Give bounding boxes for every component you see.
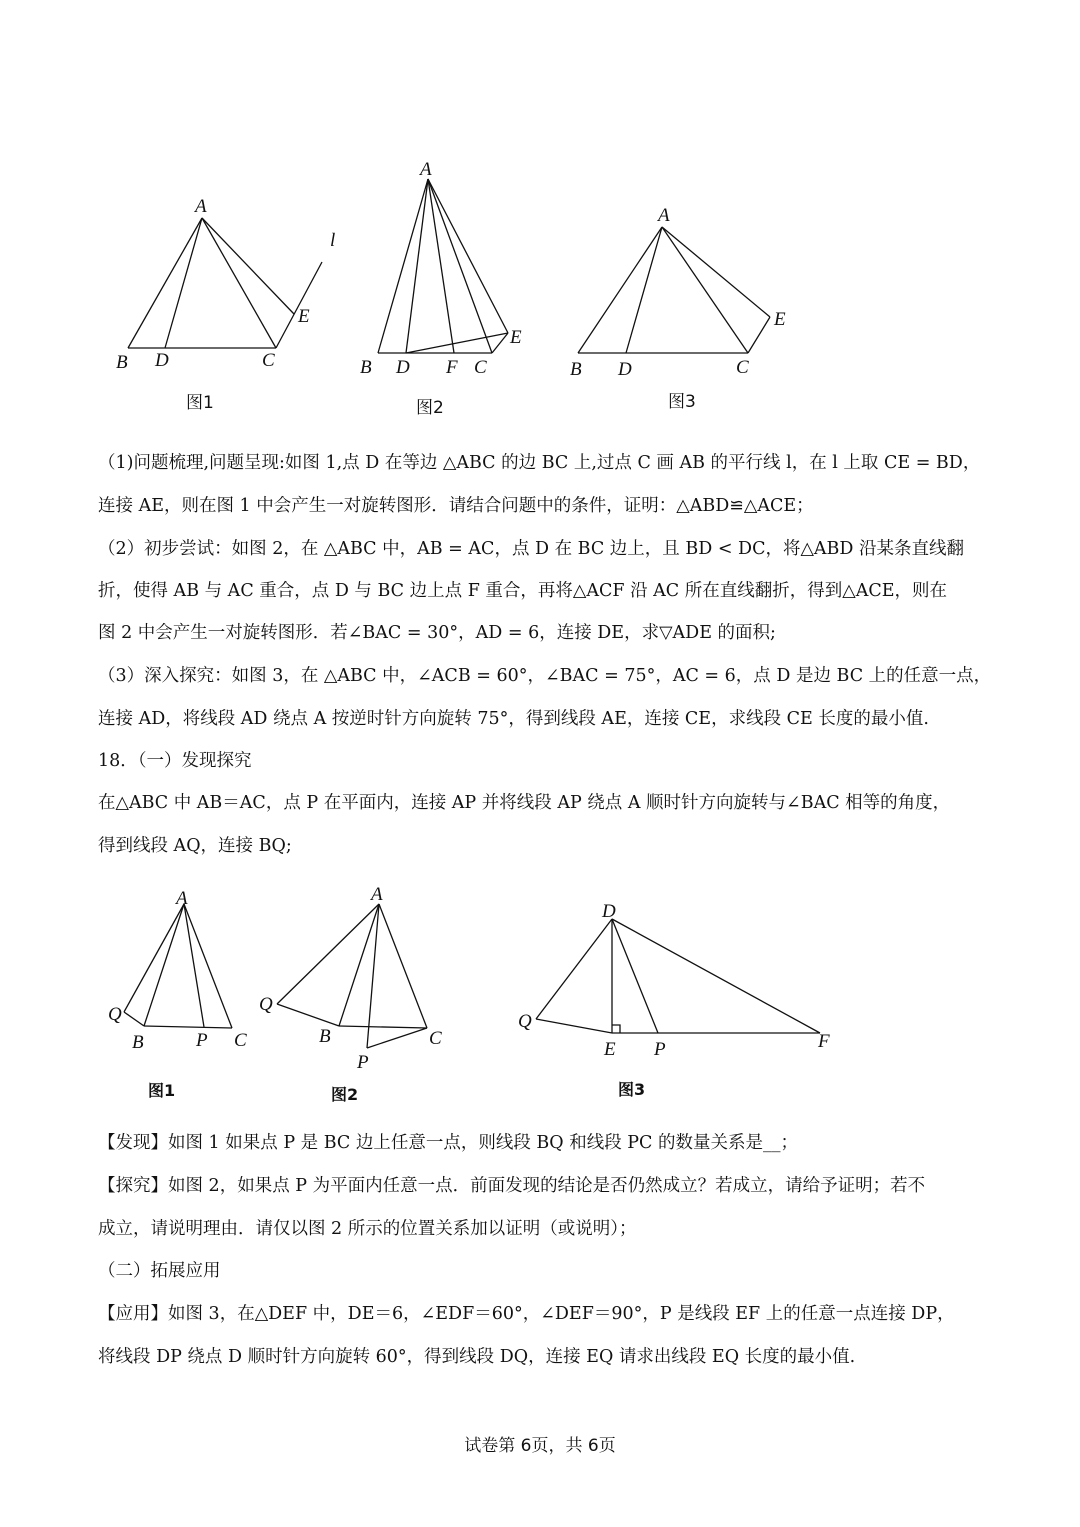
label-A: A <box>195 196 207 217</box>
q18-intro-line1: 在△ABC 中 AB＝AC，点 P 在平面内，连接 AP 并将线段 AP 绕点 A 顺时针方向旋转与∠BAC 相等的角度， <box>98 793 951 813</box>
q17-part1-line2: 连接 AE，则在图 1 中会产生一对旋转图形．请结合问题中的条件，证明：△ABD≌△ACE； <box>98 496 814 516</box>
bottom-figure-2 <box>255 880 455 1110</box>
q17-part2-line2: 折，使得 AB 与 AC 重合，点 D 与 BC 边上点 F 重合，再将△ACF 沿 AC 所在直线翻折，得到△ACE，则在 <box>98 581 948 601</box>
label-C: C <box>474 357 487 378</box>
label-E: E <box>604 1039 616 1060</box>
q18-heading: 18．（一）发现探究 <box>98 751 252 771</box>
label-E: E <box>298 306 310 327</box>
top-figure-3 <box>560 195 800 420</box>
label-F: F <box>818 1031 830 1052</box>
q17-part2-line3: 图 2 中会产生一对旋转图形．若∠BAC = 30°，AD = 6，连接 DE，求▽ADE 的面积; <box>98 623 776 643</box>
label-A: A <box>176 888 188 909</box>
q18-explore-line2: 成立，请说明理由．请仅以图 2 所示的位置关系加以证明（或说明）； <box>98 1219 637 1239</box>
label-P: P <box>196 1030 208 1051</box>
q17-part2-line1: （2）初步尝试：如图 2，在 △ABC 中，AB = AC，点 D 在 BC 边上，且 BD < DC，将△ABD 沿某条直线翻 <box>98 539 965 559</box>
label-E: E <box>774 309 786 330</box>
q17-part3-line2: 连接 AD，将线段 AD 绕点 A 按逆时针方向旋转 75°，得到线段 AE，连接 CE，求线段 CE 长度的最小值. <box>98 709 929 729</box>
q18-explore-line1: 【探究】如图 2，如果点 P 为平面内任意一点．前面发现的结论是否仍然成立？若成立，请给予证明；若不 <box>98 1176 926 1196</box>
figure-caption: 图1 <box>148 1081 176 1100</box>
figure-caption: 图3 <box>618 1080 646 1099</box>
q18-extend-heading: （二）拓展应用 <box>98 1261 221 1281</box>
label-B: B <box>360 357 372 378</box>
label-B: B <box>132 1032 144 1053</box>
label-C: C <box>736 357 749 378</box>
label-C: C <box>234 1030 247 1051</box>
label-Q: Q <box>259 994 273 1015</box>
label-B: B <box>570 359 582 380</box>
label-A: A <box>420 159 432 180</box>
q18-apply-line1: 【应用】如图 3，在△DEF 中，DE＝6，∠EDF＝60°，∠DEF＝90°，P 是线段 EF 上的任意一点连接 DP， <box>98 1304 955 1324</box>
top-figure-2 <box>350 155 550 425</box>
label-D: D <box>155 350 169 371</box>
label-P: P <box>654 1039 666 1060</box>
label-D: D <box>396 357 410 378</box>
figure-caption: 图2 <box>416 398 444 418</box>
q18-discover: 【发现】如图 1 如果点 P 是 BC 边上任意一点，则线段 BQ 和线段 PC 的数量关系是__； <box>98 1133 798 1153</box>
label-D: D <box>618 359 632 380</box>
label-D: D <box>602 901 616 922</box>
q17-part3-line1: （3）深入探究：如图 3，在 △ABC 中，∠ACB = 60°，∠BAC = 75°，AC = 6，点 D 是边 BC 上的任意一点， <box>98 666 992 686</box>
bottom-figure-3 <box>510 895 850 1110</box>
label-Q: Q <box>518 1011 532 1032</box>
q18-intro-line2: 得到线段 AQ，连接 BQ; <box>98 836 292 856</box>
label-C: C <box>429 1028 442 1049</box>
figure-caption: 图3 <box>668 392 696 412</box>
page-footer: 试卷第 6页，共 6页 <box>464 1436 616 1456</box>
label-l: l <box>330 230 336 251</box>
label-A: A <box>658 205 670 226</box>
top-figure-1 <box>100 180 360 420</box>
label-B: B <box>116 352 128 373</box>
q18-apply-line2: 将线段 DP 绕点 D 顺时针方向旋转 60°，得到线段 DQ，连接 EQ 请求出线段 EQ 长度的最小值. <box>98 1347 856 1367</box>
label-C: C <box>262 350 275 371</box>
label-F: F <box>446 357 458 378</box>
label-E: E <box>510 327 522 348</box>
label-P: P <box>357 1052 369 1073</box>
q17-part1-line1: （1)问题梳理,问题呈现:如图 1,点 D 在等边 △ABC 的边 BC 上,过点 C 画 AB 的平行线 l，在 l 上取 CE = BD， <box>98 453 981 473</box>
label-Q: Q <box>108 1004 122 1025</box>
label-A: A <box>371 884 383 905</box>
bottom-figure-1 <box>100 880 260 1110</box>
figure-caption: 图2 <box>331 1085 359 1104</box>
figure-caption: 图1 <box>186 393 214 413</box>
label-B: B <box>319 1026 331 1047</box>
